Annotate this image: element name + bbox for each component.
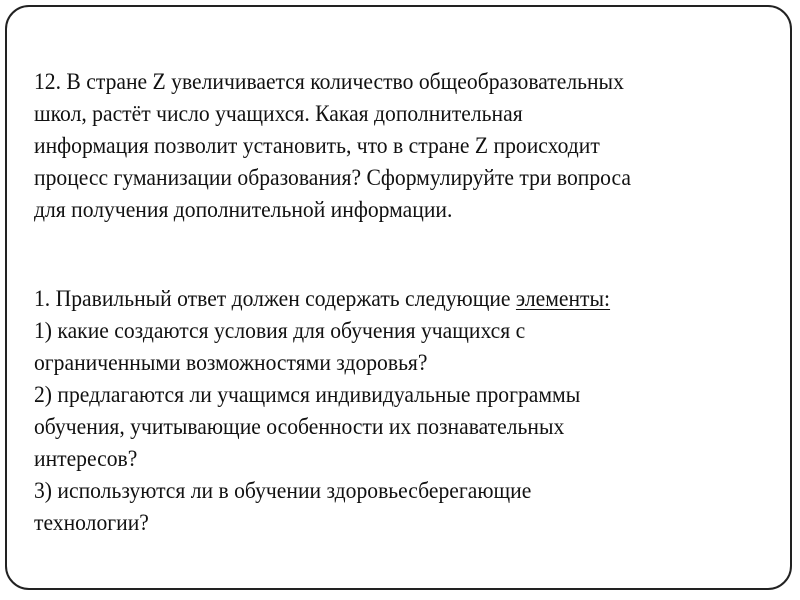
answer-line: ограниченными возможностями здоровья?: [34, 350, 428, 376]
answer-line: интересов?: [34, 446, 138, 472]
answer-intro-elements: элементы:: [515, 286, 611, 312]
answer-line: 2) предлагаются ли учащимся индивидуальные программы: [34, 382, 581, 408]
answer-line: обучения, учитывающие особенности их познавательных: [34, 414, 565, 440]
question-line: 12. В стране Z увеличивается количество общеобразовательных: [34, 69, 624, 95]
answer-line: 3) используются ли в обучении здоровьесберегающие: [34, 478, 532, 504]
answer-intro: [34, 283, 706, 315]
answer-line: 1) какие создаются условия для обучения учащихся с: [34, 318, 526, 344]
question-line: информация позволит установить, что в стране Z происходит: [34, 133, 600, 159]
answer-line: технологии?: [34, 510, 149, 536]
question-line: школ, растёт число учащихся. Какая дополнительная: [34, 101, 523, 127]
answer-intro-prefix: 1. Правильный ответ должен содержать следующие: [34, 286, 516, 312]
answer-text: [34, 283, 706, 539]
question-line: для получения дополнительной информации.: [34, 197, 453, 223]
question-text: [34, 66, 706, 226]
question-line: процесс гуманизации образования? Сформулируйте три вопроса: [34, 165, 631, 191]
